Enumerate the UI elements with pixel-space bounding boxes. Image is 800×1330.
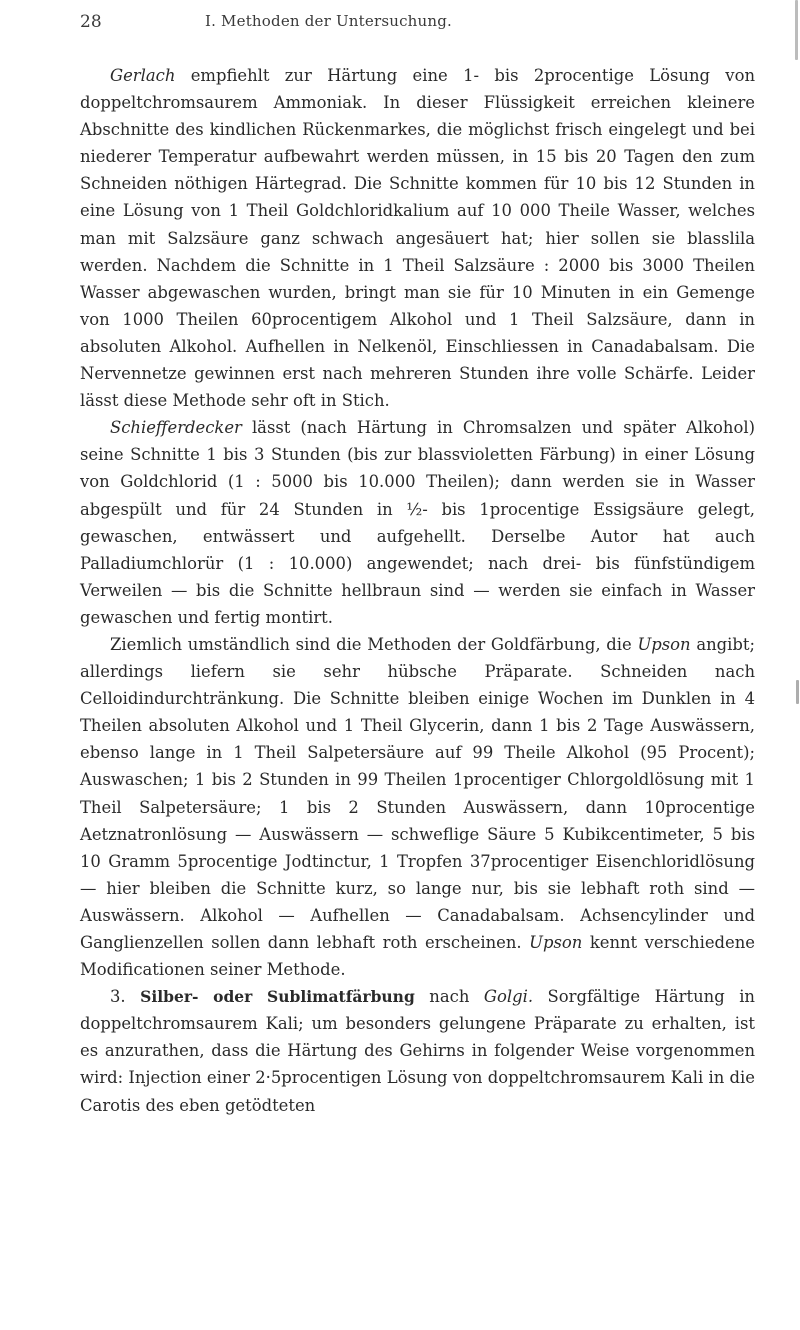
paragraph-schiefferdecker bbox=[80, 414, 755, 631]
paragraph-text: Sorgfältige Härtung in doppeltchromsaurem Kali; um besonders gelungene Präparate zu erhalten, ist es anzurathen, dass die Härtung des Gehirns in folgender Weise vorgenommen wird: Injection einer 2·5procentigen Lösung von doppeltchromsaurem Kali in die Carotis des eben getödteten bbox=[80, 987, 755, 1115]
scan-edge-shadow bbox=[795, 0, 798, 60]
paragraph-gerlach bbox=[80, 62, 755, 414]
body-text bbox=[80, 62, 755, 1119]
paragraph-text: lässt (nach Härtung in Chromsalzen und später Alkohol) seine Schnitte 1 bis 3 Stunden (bis zur blassvioletten Färbung) in einer Lösung von Goldchlorid (1 : 5000 bis 10.000 Theilen); dann werden sie in Wasser abgespült und für 24 Stunden in ½- bis 1procentige Essigsäure gelegt, gewaschen, entwässert und aufgehellt. Derselbe Autor hat auch Palladiumchlorür (1 : 10.000) angewendet; nach drei- bis fünfstündigem Verweilen — bis die Schnitte hellbraun sind — werden sie einfach in Wasser gewaschen und fertig montirt. bbox=[80, 418, 755, 627]
paragraph-text: Ziemlich umständlich sind die Methoden der Goldfärbung, die bbox=[110, 634, 638, 654]
paragraph-section-3 bbox=[80, 983, 755, 1118]
author-name-schiefferdecker: Schiefferdecker bbox=[110, 418, 242, 438]
paragraph-text: nach bbox=[414, 987, 484, 1007]
running-title: I. Methoden der Untersuchung. bbox=[205, 12, 453, 30]
section-number: 3. bbox=[110, 987, 141, 1007]
section-heading: Silber- oder Sublimatfärbung bbox=[140, 987, 415, 1007]
paragraph-text: angibt; allerdings liefern sie sehr hübsche Präparate. Schneiden nach Celloidindurchtränkung. Die Schnitte bleiben einige Wochen im Dunklen in 4 Theilen absoluten Alkohol und 1 Theil Glycerin, dann 1 bis 2 Tage Auswässern, ebenso lange in 1 Theil Salpetersäure auf 99 Theile Alkohol (95 Procent); Auswaschen; 1 bis 2 Stunden in 99 Theilen 1procentiger Chlorgoldlösung mit 1 Theil Salpetersäure; 1 bis 2 Stunden Auswässern, dann 10procentige Aetznatronlösung — Auswässern — schweflige Säure 5 Kubikcentimeter, 5 bis 10 Gramm 5procentige Jodtinctur, 1 Tropfen 37procentiger Eisenchloridlösung — hier bleiben die Schnitte kurz, so lange nur, bis sie lebhaft roth sind — Auswässern. Alkohol — Aufhellen — Canadabalsam. Achsencylinder und Ganglienzellen sollen dann lebhaft roth erscheinen. bbox=[80, 634, 756, 952]
paragraph-text: empfiehlt zur Härtung eine 1- bis 2procentige Lösung von doppeltchromsaurem Ammoniak. In dieser Flüssigkeit erreichen kleinere Abschnitte des kindlichen Rückenmarkes, die möglichst frisch eingelegt und bei niederer Temperatur aufbewahrt werden müssen, in 15 bis 20 Tagen den zum Schneiden nöthigen Härtegrad. Die Schnitte kommen für 10 bis 12 Stunden in eine Lösung von 1 Theil Goldchloridkalium auf 10 000 Theile Wasser, welches man mit Salzsäure ganz schwach angesäuert hat; hier sollen sie blasslila werden. Nachdem die Schnitte in 1 Theil Salzsäure : 2000 bis 3000 Theilen Wasser abgewaschen wurden, bringt man sie für 10 Minuten in ein Gemenge von 1000 Theilen 60procentigem Alkohol und 1 Theil Salzsäure, dann in absoluten Alkohol. Aufhellen in Nelkenöl, Einschliessen in Canadabalsam. Die Nervennetze gewinnen erst nach mehreren Stunden ihre volle Schärfe. Leider lässt diese Methode sehr oft in Stich. bbox=[80, 66, 755, 411]
author-name-golgi: Golgi. bbox=[483, 987, 534, 1007]
page-number: 28 bbox=[80, 12, 102, 32]
paragraph-text: kennt verschiedene Modificationen seiner Methode. bbox=[80, 933, 755, 980]
paragraph-upson bbox=[80, 631, 755, 983]
author-name-gerlach: Gerlach bbox=[110, 66, 176, 85]
running-header bbox=[80, 0, 760, 30]
scan-margin-mark bbox=[796, 680, 799, 704]
author-name-upson: Upson bbox=[637, 634, 691, 654]
author-name-upson: Upson bbox=[529, 933, 583, 952]
